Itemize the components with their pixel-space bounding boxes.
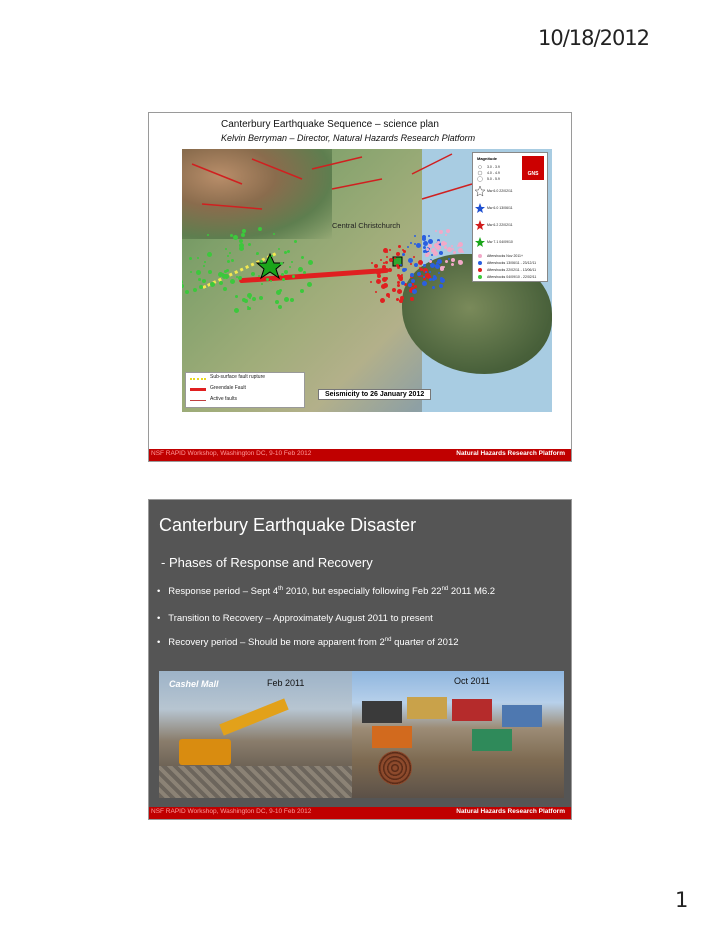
aftershock-dot bbox=[427, 252, 430, 255]
footer-platform-text: Natural Hazards Research Platform bbox=[456, 450, 565, 457]
aftershock-dot bbox=[458, 248, 463, 253]
aftershock-dot bbox=[190, 271, 192, 273]
legend-item: Mw 7.1 04/09/10 bbox=[487, 240, 513, 244]
aftershock-dot bbox=[382, 265, 386, 269]
cashel-mall-label: Cashel Mall bbox=[169, 679, 219, 689]
footer-platform-text: Natural Hazards Research Platform bbox=[456, 808, 565, 815]
aftershock-dot bbox=[402, 253, 405, 256]
legend-swatch bbox=[190, 388, 206, 391]
aftershock-dot bbox=[196, 270, 201, 275]
aftershock-dot bbox=[389, 258, 393, 262]
slide-2-footer bbox=[149, 807, 571, 819]
shipping-container bbox=[407, 697, 447, 719]
aftershock-dot bbox=[415, 286, 417, 288]
aftershock-dot bbox=[299, 267, 301, 269]
fault-line bbox=[412, 154, 452, 174]
legend-item: 3.0 - 3.9 bbox=[487, 165, 500, 169]
legend-item: 4.0 - 4.9 bbox=[487, 171, 500, 175]
bullet-transition: • Transition to Recovery – Approximately August 2011 to present bbox=[157, 613, 433, 624]
aftershock-dot bbox=[414, 243, 416, 245]
legend-item: Greendale Fault bbox=[210, 385, 246, 391]
legend-item: Mw 6.0 13/06/11 bbox=[487, 206, 513, 210]
bullet-text: quarter of 2012 bbox=[391, 637, 459, 649]
legend-title: Magnitude bbox=[477, 156, 497, 161]
slide-2-title: Canterbury Earthquake Disaster bbox=[159, 515, 417, 535]
aftershock-dot bbox=[412, 289, 417, 294]
seismicity-date-label: Seismicity to 26 January 2012 bbox=[318, 389, 431, 400]
aftershock-dot bbox=[185, 290, 189, 294]
shipping-container bbox=[362, 701, 402, 723]
aftershock-dot bbox=[400, 264, 402, 266]
aftershock-dot bbox=[430, 263, 435, 268]
legend-item: Mw 6.2 22/02/11 bbox=[487, 223, 513, 227]
mainshock-star-icon bbox=[257, 254, 283, 278]
aftershock-dot bbox=[398, 245, 401, 248]
aftershock-dot bbox=[242, 298, 246, 302]
legend-item: Sub-surface fault rupture bbox=[210, 374, 266, 380]
aftershock-dot bbox=[225, 248, 227, 250]
superscript: nd bbox=[441, 586, 449, 592]
aftershock-dot bbox=[392, 288, 396, 292]
date-header: 10/18/2012 bbox=[538, 26, 650, 50]
bullet-response: • Response period – Sept 4th 2010, but especially following Feb 22nd 2011 M6.2 bbox=[157, 586, 496, 598]
aftershock-dot bbox=[258, 227, 262, 231]
aftershock-dot bbox=[252, 297, 256, 301]
legend-item: Aftershocks 04/09/10 - 22/02/11 bbox=[487, 275, 537, 279]
aftershock-dot bbox=[422, 281, 427, 286]
legend-item: 5.0 - 5.9 bbox=[487, 177, 500, 181]
aftershock-dot bbox=[371, 262, 373, 264]
aftershock-dot bbox=[445, 260, 448, 263]
fault-line bbox=[202, 204, 262, 209]
slide-1-subtitle: Kelvin Berryman – Director, Natural Hazards Research Platform bbox=[221, 133, 476, 143]
bullet-recovery: • Recovery period – Should be more apparent from 2nd quarter of 2012 bbox=[157, 637, 459, 649]
comparison-photos bbox=[159, 671, 564, 798]
aftershock-dot bbox=[416, 243, 421, 248]
aftershock-dot bbox=[261, 283, 263, 285]
oct-2011-label: Oct 2011 bbox=[454, 676, 490, 686]
aftershock-dot bbox=[289, 266, 291, 268]
aftershock-dot bbox=[423, 276, 425, 278]
aftershock-dot bbox=[401, 274, 403, 276]
aftershock-dot bbox=[207, 252, 212, 257]
shipping-container bbox=[472, 729, 512, 751]
sculpture-cage bbox=[378, 751, 412, 785]
rubble bbox=[159, 766, 352, 798]
aftershock-dot bbox=[271, 255, 273, 257]
aftershock-dot bbox=[207, 234, 209, 236]
aftershock-dot bbox=[375, 291, 377, 293]
aftershock-dot bbox=[451, 245, 453, 247]
aftershock-dot bbox=[370, 281, 372, 283]
aftershock-dot bbox=[284, 297, 289, 302]
feb-2011-label: Feb 2011 bbox=[267, 678, 305, 688]
excavator-arm bbox=[219, 698, 288, 735]
aftershock-dot bbox=[451, 263, 454, 266]
legend-item: Aftershocks 22/02/11 - 13/06/11 bbox=[487, 268, 537, 272]
seismicity-map bbox=[182, 149, 552, 412]
excavator-body bbox=[179, 739, 231, 765]
aftershock-dot bbox=[399, 277, 403, 281]
aftershock-dot bbox=[248, 243, 251, 246]
legend-swatch bbox=[190, 378, 206, 380]
footer-workshop-text: NSF RAPID Workshop, Washington DC, 9-10 Feb 2012 bbox=[151, 450, 312, 457]
legend-item: Aftershocks Nov 2011+ bbox=[487, 254, 524, 258]
legend-symbols bbox=[474, 153, 488, 281]
aftershock-dot bbox=[223, 287, 227, 291]
fault-line bbox=[252, 159, 302, 179]
shipping-container bbox=[452, 699, 492, 721]
aftershock-dot bbox=[301, 256, 304, 259]
aftershock-dot bbox=[230, 279, 235, 284]
fault-legend bbox=[185, 372, 305, 408]
footer-workshop-text: NSF RAPID Workshop, Washington DC, 9-10 Feb 2012 bbox=[151, 808, 312, 815]
shipping-container bbox=[502, 705, 542, 727]
slide-1-title: Canterbury Earthquake Sequence – science plan bbox=[221, 119, 439, 130]
gns-logo: GNS bbox=[522, 156, 544, 180]
aftershock-dot bbox=[407, 246, 409, 248]
aftershock-dot bbox=[402, 268, 406, 272]
aftershock-dot bbox=[374, 264, 378, 268]
aftershock-dot bbox=[303, 271, 306, 274]
aftershock-dot bbox=[381, 284, 386, 289]
aftershock-dot bbox=[415, 265, 417, 267]
page-number: 1 bbox=[675, 888, 689, 912]
aftershock-dot bbox=[301, 290, 303, 292]
magnitude-legend bbox=[472, 152, 548, 282]
bullet-text: 2011 M6.2 bbox=[448, 586, 496, 598]
slide-1-footer bbox=[149, 449, 571, 461]
legend-item: Aftershocks 13/06/11 - 23/12/11 bbox=[487, 261, 537, 265]
aftershock-dot bbox=[397, 289, 402, 294]
aftershock-dot bbox=[385, 261, 388, 264]
slide-2 bbox=[148, 499, 572, 820]
fault-line bbox=[192, 164, 242, 184]
fault-line bbox=[332, 179, 382, 189]
aftershock-dot bbox=[189, 257, 192, 260]
legend-swatch bbox=[190, 400, 206, 401]
aftershock-dot bbox=[218, 272, 223, 277]
legend-item: Mw 6.0 22/02/11 bbox=[487, 189, 513, 193]
aftershock-dot bbox=[439, 251, 443, 255]
central-christchurch-label: Central Christchurch bbox=[332, 221, 401, 230]
aftershock-dot bbox=[224, 274, 229, 279]
aftershock-dot bbox=[418, 260, 423, 265]
aftershock-dot bbox=[291, 261, 293, 263]
shipping-container bbox=[372, 726, 412, 748]
aftershock-dot bbox=[259, 296, 263, 300]
aftershock-dot bbox=[270, 280, 272, 282]
aftershock-dot bbox=[258, 275, 260, 277]
legend-item: Active faults bbox=[210, 396, 237, 402]
superscript: nd bbox=[384, 637, 392, 643]
photo-feb-2011 bbox=[159, 671, 352, 798]
photo-oct-2011 bbox=[352, 671, 564, 798]
aftershock-dot bbox=[411, 279, 415, 283]
slide-2-subtitle: - Phases of Response and Recovery bbox=[161, 555, 373, 570]
bullet-text: Recovery period – Should be more apparent from 2 bbox=[168, 637, 385, 649]
aftershock-dot bbox=[389, 249, 391, 251]
slide-1 bbox=[148, 112, 572, 462]
aftershock-dot bbox=[423, 264, 426, 267]
bullet-text: Transition to Recovery – Approximately August 2011 to present bbox=[168, 613, 433, 624]
bullet-text: 2010, but especially following Feb 22 bbox=[283, 586, 442, 598]
fault-line bbox=[422, 184, 472, 199]
bullet-text: Response period – Sept 4 bbox=[168, 586, 279, 598]
aftershock-dot bbox=[419, 267, 421, 269]
fault-line bbox=[312, 157, 362, 169]
aftershock-dot bbox=[453, 251, 456, 254]
aftershock-dot bbox=[198, 278, 201, 281]
aftershock-dot bbox=[408, 258, 413, 263]
superscript: th bbox=[278, 586, 284, 592]
